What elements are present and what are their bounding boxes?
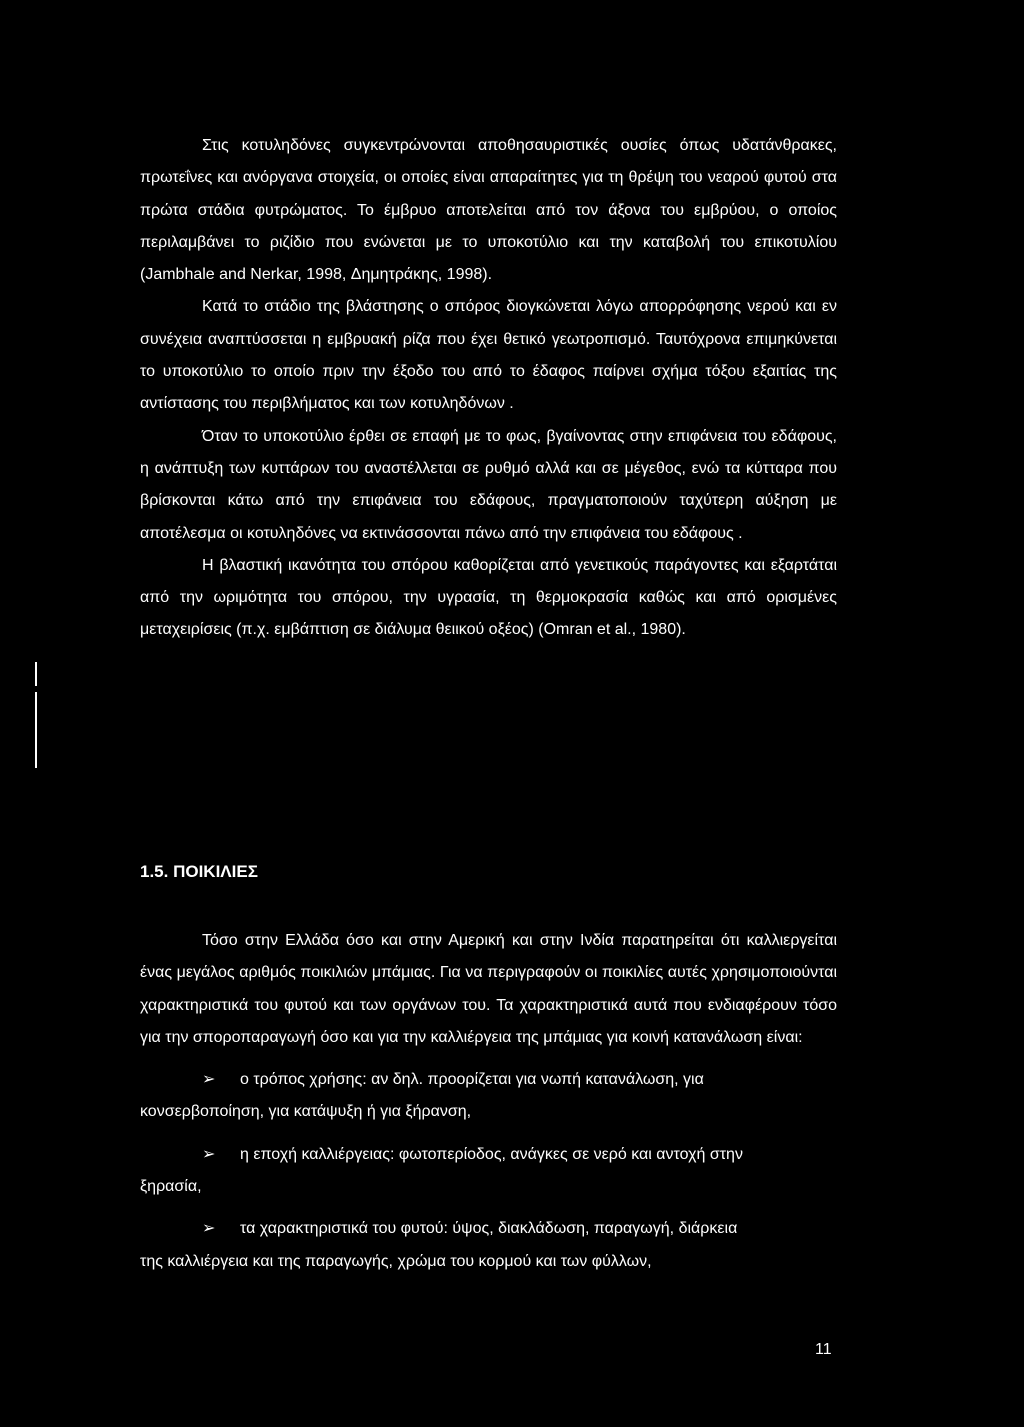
arrow-bullet-icon: ➢ [202, 1220, 216, 1238]
bullet-season [140, 1139, 837, 1204]
section-heading: 1.5. ΠΟΙΚΙΛΙΕΣ [140, 862, 258, 881]
section-varieties [140, 925, 837, 1278]
margin-mark-short [35, 662, 37, 686]
paragraph-varieties: Τόσο στην Ελλάδα όσο και στην Αμερική και στην Ινδία παρατηρείται ότι καλλιεργείται ένας μεγάλος αριθμός ποικιλιών μπάμιας. Για να περιγραφούν οι ποικιλίες αυτές χρησιμοποιούνται χαρακτηριστικά του φυτού και των οργάνων του. Τα χαρακτηριστικά αυτά που ενδιαφέρουν τόσο για την σποροπαραγωγή όσο και για την καλλιέργεια της μπάμιας για κοινή κατανάλωση είναι: [140, 932, 837, 1046]
arrow-bullet-icon: ➢ [202, 1071, 216, 1089]
paragraph-cotyledons: Στις κοτυληδόνες συγκεντρώνονται αποθησαυριστικές ουσίες όπως υδατάνθρακες, πρωτεΐνες και ανόργανα στοιχεία, οι οποίες είναι απαραίτητες για τη θρέψη του νεαρού φυτού στα πρώτα στάδια φυτρώματος. Το έμβρυο αποτελείται από τον άξονα του εμβρύου, ο οποίος περιλαμβάνει το ριζίδιο που ενώνεται με το υποκοτύλιο και την καταβολή του επικοτυλίου (Jambhale and Nerkar, 1998, Δημητράκης, 1998). [140, 137, 837, 284]
bullet-text: η εποχή καλλιέργειας: φωτοπερίοδος, ανάγκες σε νερό και αντοχή στην [240, 1145, 743, 1163]
margin-mark-long [35, 692, 37, 768]
bullet-text: τα χαρακτηριστικά του φυτού: ύψος, διακλάδωση, παραγωγή, διάρκεια [240, 1220, 738, 1238]
body-text [140, 130, 837, 647]
bullet-plant-traits [140, 1213, 837, 1278]
page-number: 11 [815, 1341, 832, 1358]
arrow-bullet-icon: ➢ [202, 1145, 216, 1163]
paragraph-germinative-capacity: Η βλαστική ικανότητα του σπόρου καθορίζεται από γενετικούς παράγοντες και εξαρτάται από την ωριμότητα του σπόρου, την υγρασία, τη θερμοκρασία καθώς και από ορισμένες μεταχειρίσεις (π.χ. εμβάπτιση σε διάλυμα θειικού οξέος) (Omran et al., 1980). [140, 556, 837, 639]
bullet-continuation: ξηρασία, [140, 1178, 202, 1196]
paragraph-germination: Κατά το στάδιο της βλάστησης ο σπόρος διογκώνεται λόγω απορρόφησης νερού και εν συνέχεια αναπτύσσεται η εμβρυακή ρίζα που έχει θετικό γεωτροπισμό. Ταυτόχρονα επιμηκύνεται το υποκοτύλιο το οποίο πριν την έξοδο του από το έδαφος παίρνει σχήμα τόξου εξαιτίας της αντίστασης του περιβλήματος και των κοτυληδόνων . [140, 298, 837, 413]
bullet-continuation: της καλλιέργεια και της παραγωγής, χρώμα του κορμού και των φύλλων, [140, 1252, 652, 1270]
bullet-text: ο τρόπος χρήσης: αν δηλ. προορίζεται για νωπή κατανάλωση, για [240, 1071, 704, 1089]
paragraph-hypocotyl: Όταν το υποκοτύλιο έρθει σε επαφή με το φως, βγαίνοντας στην επιφάνεια του εδάφους, η ανάπτυξη των κυττάρων του αναστέλλεται σε ρυθμό αλλά και σε μέγεθος, ενώ τα κύτταρα που βρίσκονται κάτω από την επιφάνεια του εδάφους, πραγματοποιούν ταχύτερη αύξηση με αποτέλεσμα οι κοτυληδόνες να εκτινάσσονται πάνω από την επιφάνεια του εδάφους . [140, 427, 837, 542]
bullet-continuation: κονσερβοποίηση, για κατάψυξη ή για ξήρανση, [140, 1103, 472, 1121]
bullet-usage [140, 1064, 837, 1129]
